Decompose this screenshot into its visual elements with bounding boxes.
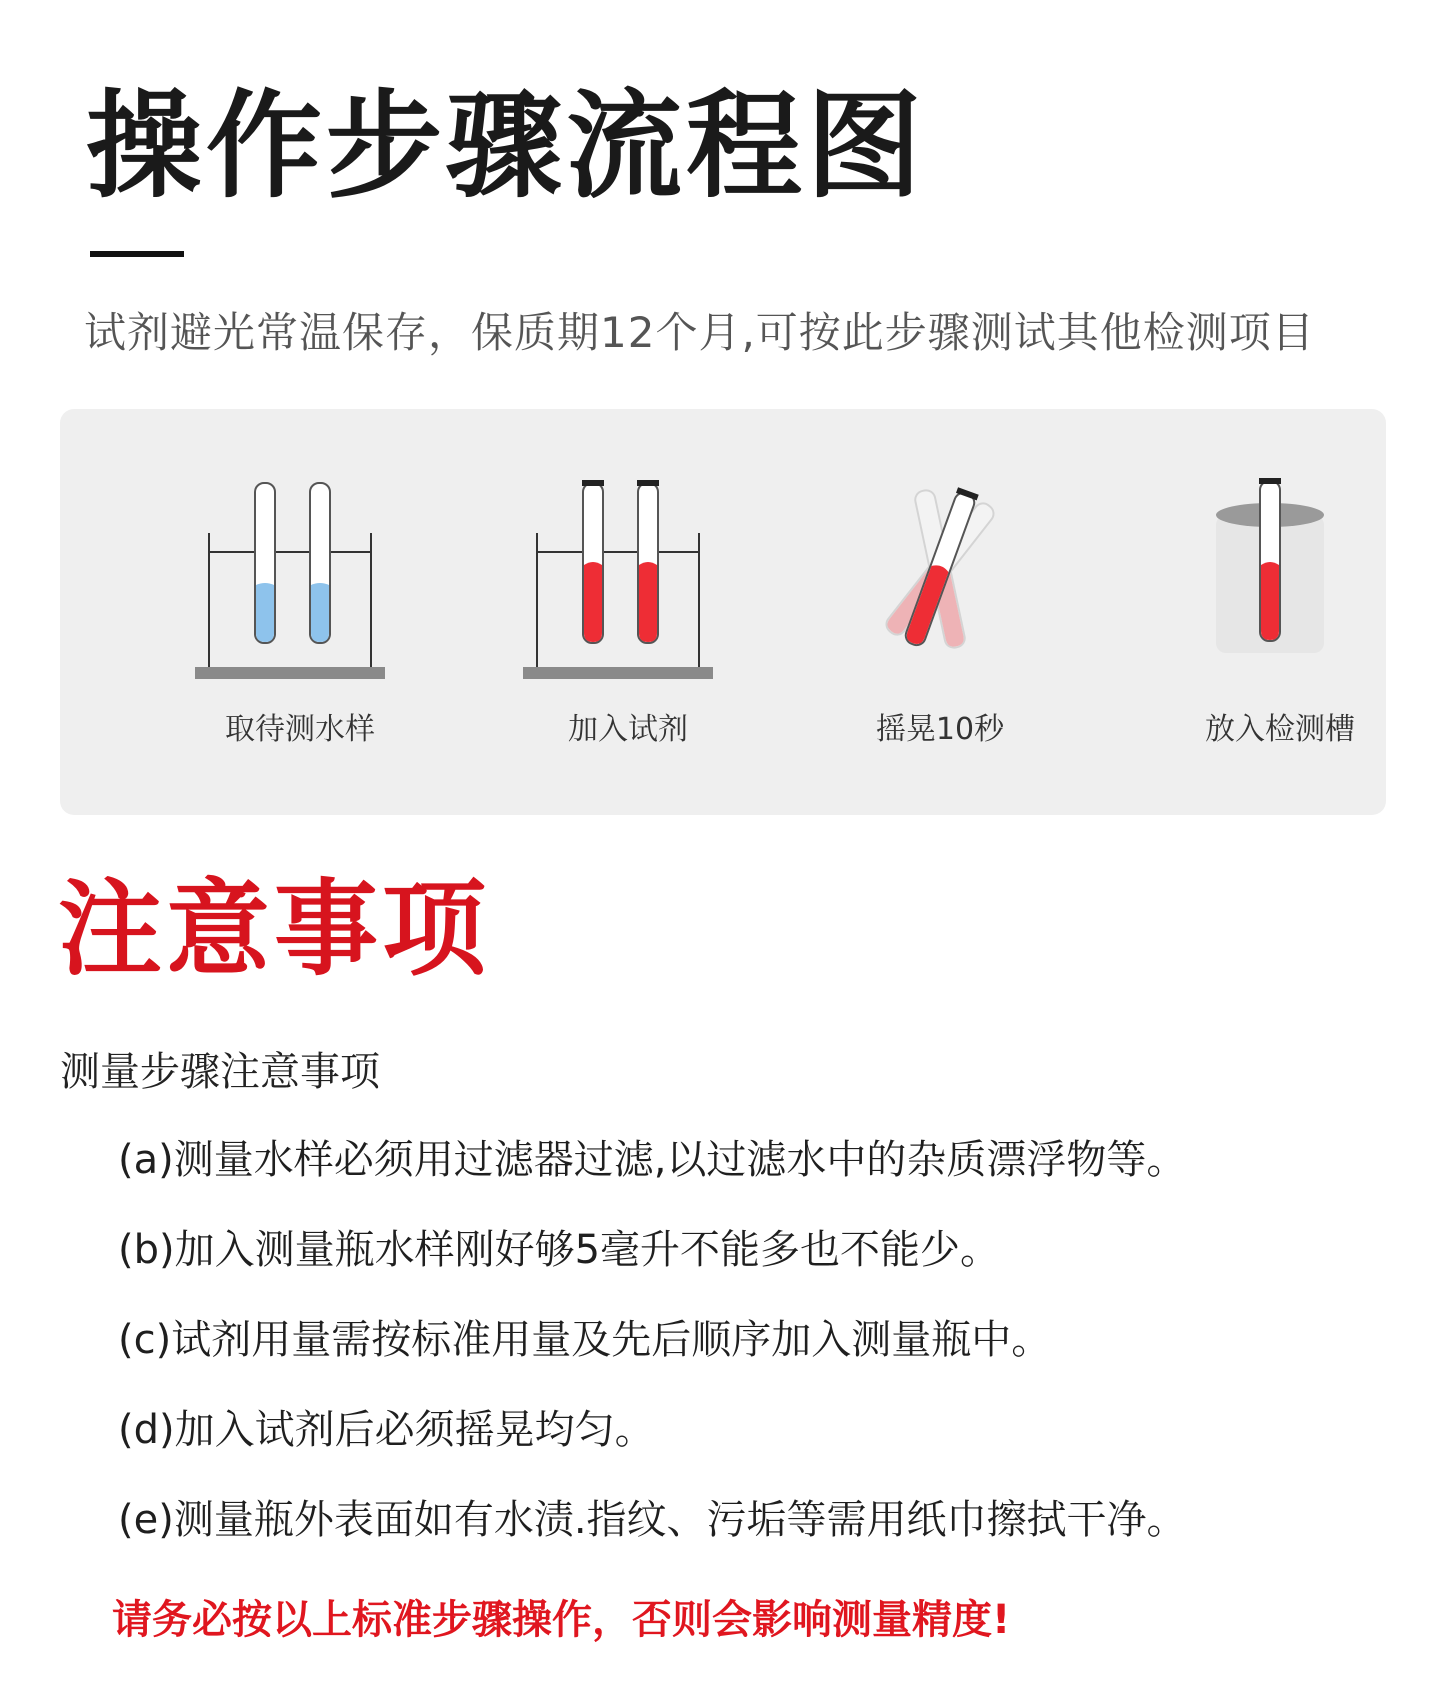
note-item: (e)测量瓶外表面如有水渍.指纹、污垢等需用纸巾擦拭干净。 xyxy=(118,1497,1187,1543)
note-item: (a)测量水样必须用过滤器过滤,以过滤水中的杂质漂浮物等。 xyxy=(118,1137,1187,1183)
storage-subtitle: 试剂避光常温保存，保质期12个月,可按此步骤测试其他检测项目 xyxy=(84,308,1315,357)
note-item: (c)试剂用量需按标准用量及先后顺序加入测量瓶中。 xyxy=(118,1317,1052,1363)
step-label: 加入试剂 xyxy=(568,712,688,747)
test-tube-rack-red-reagent-icon xyxy=(528,469,728,709)
step-label: 取待测水样 xyxy=(225,712,375,747)
notes-subheading: 测量步骤注意事项 xyxy=(60,1049,380,1095)
step-label: 摇晃10秒 xyxy=(875,712,1005,747)
note-item: (d)加入试剂后必须摇晃均匀。 xyxy=(118,1407,655,1453)
page-title: 操作步骤流程图 xyxy=(86,79,926,214)
step-label: 放入检测槽 xyxy=(1205,712,1355,747)
steps-panel xyxy=(60,409,1386,815)
note-item: (b)加入测量瓶水样刚好够5毫升不能多也不能少。 xyxy=(118,1227,1001,1273)
step-1-collect-sample xyxy=(150,409,450,815)
shaking-tube-icon xyxy=(840,469,1040,709)
tube-in-detection-slot-icon xyxy=(1180,469,1380,709)
notice-heading: 注意事项 xyxy=(58,868,491,990)
notes-list xyxy=(118,1130,1187,1580)
step-4-insert-slot xyxy=(1130,409,1430,815)
title-underline xyxy=(90,251,184,257)
test-tube-rack-blue-water-icon xyxy=(200,469,400,709)
precision-warning: 请务必按以上标准步骤操作，否则会影响测量精度! xyxy=(112,1597,1011,1643)
step-2-add-reagent xyxy=(478,409,778,815)
step-3-shake xyxy=(790,409,1090,815)
